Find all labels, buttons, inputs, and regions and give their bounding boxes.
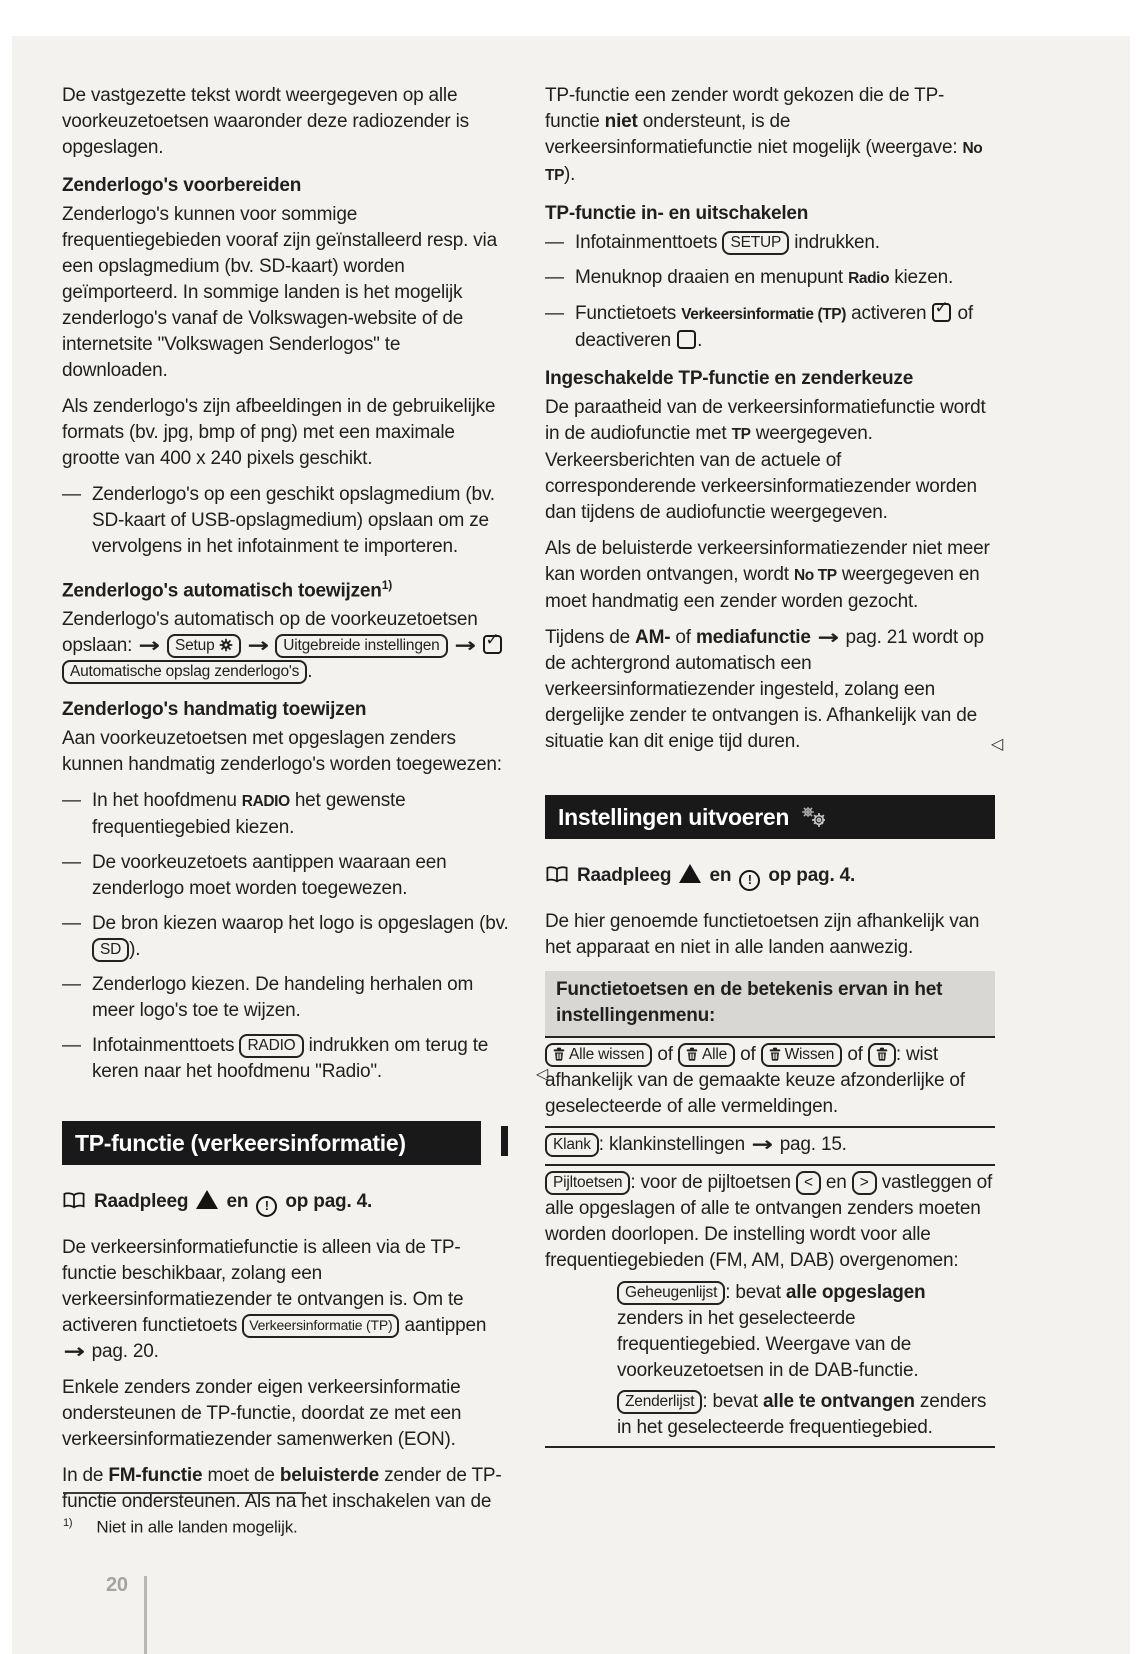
alert-circle-icon: ! — [739, 870, 760, 891]
key-button — [275, 634, 447, 658]
text-run: op pag. 4. — [763, 865, 856, 886]
text-run: Zenderlogo kiezen. De handeling herhalen om meer logo's toe te wijzen. — [92, 974, 474, 1022]
bullet-dash: — — [62, 852, 81, 874]
key-label: Zenderlijst — [625, 1393, 695, 1410]
check-glyph: ✓ — [934, 298, 949, 318]
right-column — [545, 83, 1003, 1448]
text-run: . — [307, 661, 313, 683]
bold-text: FM-functie — [108, 1465, 203, 1487]
page-margin-line — [144, 1576, 147, 1654]
text-run: De voorkeuzetoets aantippen waaraan een zenderlogo moet worden toegewezen. — [92, 852, 447, 900]
text-run: Functietoets — [575, 303, 682, 324]
device-display-label: Verkeersinformatie (TP) — [681, 306, 846, 323]
section-title: TP-functie (verkeersinformatie) — [75, 1130, 406, 1157]
text-run: kiezen. — [889, 267, 954, 288]
text-run — [448, 635, 453, 656]
heading-text: Zenderlogo's automatisch toewijzen — [62, 580, 382, 602]
bullet-dash: — — [545, 303, 564, 324]
bold-text: alle opgeslagen — [785, 1282, 926, 1303]
text-run: vastleggen of alle opgeslagen of alle te ontvangen zenders moeten worden doorlopen. De instelling wordt voor alle frequentiegebieden (FM, AM, DAB) overgenomen: — [545, 1172, 993, 1271]
book-icon — [62, 1191, 94, 1212]
bullet-dash: — — [62, 484, 81, 505]
arrow-icon: → — [817, 625, 839, 649]
function-key-row — [545, 1166, 995, 1280]
bullet-dash: — — [62, 790, 81, 812]
trash-icon — [553, 1047, 565, 1061]
arrow-icon: → — [454, 633, 476, 658]
text-run: De verkeersinformatiefunctie is alleen via de TP-functie beschikbaar, zolang een verkeersinformatiezender te ontvangen is. Om te activeren functietoets — [62, 1237, 464, 1337]
bullet-item — [62, 850, 510, 902]
divider-rule — [545, 1446, 995, 1448]
text-run: zenders in het geselecteerde frequentiegebied. Weergave van de voorkeuzetoetsen in de DAB-functie. — [617, 1308, 919, 1381]
bold-text: AM- — [635, 627, 671, 648]
paragraph — [62, 83, 510, 161]
key-button — [239, 1034, 303, 1058]
section-heading — [62, 173, 510, 199]
bullet-dash: — — [545, 232, 564, 253]
text-run: . — [697, 330, 703, 351]
text-run: Infotainmenttoets — [92, 1035, 240, 1057]
text-run: pag. 20. — [86, 1341, 159, 1363]
section-heading — [62, 697, 510, 723]
text-run: : klankinstellingen — [598, 1134, 751, 1155]
device-display-label: No TP — [545, 140, 983, 184]
footnote-ref: 1) — [381, 578, 392, 592]
heading-text: Zenderlogo's voorbereiden — [62, 175, 302, 196]
paragraph — [545, 83, 995, 189]
text-run: of — [735, 1044, 761, 1065]
paragraph — [62, 202, 510, 384]
key-label: SETUP — [730, 234, 782, 251]
text-run: : bevat — [702, 1391, 764, 1412]
book-icon — [62, 1191, 86, 1210]
bold-text: mediafunctie — [695, 627, 811, 648]
text-run: ondersteunt, is de verkeersinformatiefunctie niet mogelijk (weergave: — [545, 111, 963, 158]
bullet-dash: — — [62, 1035, 81, 1057]
checkbox-empty-icon — [677, 330, 696, 349]
text-run: moet de — [202, 1465, 280, 1487]
key-button — [92, 938, 129, 962]
text-run: TP-functie een zender wordt gekozen die de TP-functie — [545, 85, 945, 132]
text-run: : bevat — [725, 1282, 786, 1303]
trash-icon — [769, 1047, 781, 1061]
key-label: Geheugenlijst — [625, 1284, 718, 1301]
key-label: RADIO — [247, 1037, 296, 1055]
reference-note — [545, 863, 995, 891]
text-run: Infotainmenttoets — [575, 232, 723, 253]
paragraph — [545, 625, 1003, 755]
text-run: zender de TP-functie ondersteunen. Als na het inschakelen van de — [62, 1465, 502, 1513]
text-run: In de — [62, 1465, 109, 1487]
section-end-icon: ◁ — [990, 734, 1003, 753]
text-run: of — [652, 1044, 678, 1065]
text-run — [241, 635, 246, 656]
key-label: Wissen — [784, 1046, 835, 1063]
paragraph — [545, 909, 995, 961]
text-run: op pag. 4. — [280, 1191, 373, 1213]
key-button — [617, 1390, 702, 1414]
warning-triangle-icon — [196, 1190, 218, 1209]
text-run: Raadpleeg — [577, 865, 677, 886]
key-label: < — [803, 1174, 813, 1191]
paragraph — [62, 1463, 510, 1515]
paragraph — [62, 607, 510, 685]
key-button — [545, 1043, 652, 1067]
section-heading — [62, 572, 510, 604]
text-run: het gewenste frequentiegebied kiezen. — [92, 790, 406, 839]
key-label: Klank — [553, 1136, 591, 1153]
key-label: Alle — [701, 1046, 727, 1063]
text-run: De paraatheid van de verkeersinformatiefunctie wordt in de audiofunctie met — [545, 397, 986, 444]
text-run: Enkele zenders zonder eigen verkeersinformatie ondersteunen de TP-functie, doordat ze met een verkeersinformatiezender samenwerken (EON). — [62, 1377, 462, 1451]
info-box: Functietoetsen en de betekenis ervan in het instellingenmenu: — [545, 971, 995, 1036]
key-button — [167, 634, 241, 658]
device-display-label: RADIO — [241, 793, 290, 811]
text-run: weergegeven. Verkeersberichten van de actuele of corresponderende verkeersinformatiezender worden dan tijdens de audiofunctie weergegeven. — [545, 423, 977, 523]
text-run: Aan voorkeuzetoetsen met opgeslagen zenders kunnen handmatig zenderlogo's worden toegewezen: — [62, 728, 502, 776]
left-column — [62, 83, 548, 1525]
bullet-dash: — — [62, 974, 81, 996]
section-heading — [545, 201, 995, 227]
device-display-label: Radio — [848, 270, 890, 287]
function-key-row — [545, 1128, 995, 1164]
bullet-dash: — — [62, 913, 81, 935]
text-run: zenders in het geselecteerde frequentiegebied. — [617, 1391, 987, 1438]
bullet-item — [62, 911, 510, 963]
bullet-item — [62, 972, 510, 1024]
key-label: Verkeersinformatie (TP) — [249, 1317, 393, 1334]
bullet-item — [62, 482, 510, 560]
bullet-item — [545, 298, 995, 354]
text-run: en — [704, 865, 737, 886]
paragraph — [62, 1235, 510, 1365]
key-label: Pijltoetsen — [553, 1174, 623, 1191]
heading-text: TP-functie in- en uitschakelen — [545, 203, 809, 224]
key-label: Automatische opslag zenderlogo's — [70, 663, 300, 681]
arrow-icon: → — [63, 1339, 86, 1364]
text-run: ). — [564, 164, 576, 185]
function-key-row — [545, 1280, 995, 1389]
device-display-label: TP — [731, 426, 751, 443]
paragraph — [62, 1375, 510, 1453]
bullet-item — [62, 788, 510, 841]
text-run: en — [221, 1191, 254, 1213]
text-run: pag. 21 wordt op de achtergrond automatisch een verkeersinformatiezender ingesteld, zolang een dergelijke zender te ontvangen is. Afhankelijk van de situatie kan dit enige tijd duren. — [545, 627, 984, 752]
section-title-bar — [62, 1121, 481, 1165]
key-label: SD — [100, 941, 122, 959]
key-button — [852, 1171, 877, 1195]
warning-triangle-icon — [679, 864, 701, 883]
heading-text: Ingeschakelde TP-functie en zenderkeuze — [545, 368, 914, 389]
text-run — [477, 635, 482, 656]
section-title: Instellingen uitvoeren — [558, 804, 790, 830]
text-run — [811, 627, 816, 648]
key-button — [868, 1043, 896, 1067]
alert-circle-icon: ! — [256, 1196, 277, 1217]
key-button — [545, 1133, 599, 1157]
checkbox-checked-icon — [483, 630, 502, 654]
footnote-text: Niet in alle landen mogelijk. — [96, 1517, 298, 1537]
bullet-item — [62, 1033, 548, 1085]
trash-icon — [876, 1047, 888, 1061]
text-run: Raadpleeg — [94, 1191, 194, 1213]
checkbox-checked-icon — [932, 298, 951, 322]
section-end-icon: ◁ — [535, 1064, 548, 1084]
text-run: In het hoofdmenu — [92, 790, 242, 812]
key-button — [722, 231, 789, 255]
key-label: Alle wissen — [569, 1046, 645, 1063]
text-run: Als zenderlogo's zijn afbeeldingen in de gebruikelijke formats (bv. jpg, bmp of png) met een maximale grootte van 400 x 240 pixels geschikt. — [62, 396, 496, 469]
text-run: De bron kiezen waarop het logo is opgeslagen (bv. — [92, 913, 509, 935]
text-run: Menuknop draaien en menupunt — [575, 267, 849, 288]
key-button — [545, 1171, 630, 1195]
footnote-marker: 1) — [63, 1517, 73, 1529]
heading-text: Zenderlogo's handmatig toewijzen — [62, 699, 367, 721]
text-run: Zenderlogo's op een geschikt opslagmedium (bv. SD-kaart of USB-opslagmedium) opslaan om ze vervolgens in het infotainment te importeren. — [92, 484, 495, 557]
reference-note — [62, 1189, 510, 1217]
book-icon — [545, 865, 577, 886]
arrow-icon: → — [138, 633, 161, 658]
text-run: aantippen — [399, 1315, 487, 1337]
footnote — [63, 1510, 298, 1541]
text-run: : voor de pijltoetsen — [630, 1172, 796, 1193]
function-key-row — [545, 1038, 995, 1126]
bold-text: niet — [604, 111, 638, 132]
text-run: weergegeven en moet handmatig een zender worden gezocht. — [545, 564, 980, 612]
text-run: : wist afhankelijk van de gemaakte keuze afzonderlijke of geselecteerde of alle vermeldingen. — [545, 1044, 965, 1117]
page-number: 20 — [106, 1574, 128, 1596]
text-run: Zenderlogo's kunnen voor sommige frequentiegebieden vooraf zijn geïnstalleerd resp. via een opslagmedium (bv. SD-kaart) worden geïmporteerd. In sommige landen is het mogelijk zenderlogo's vanaf de Volkswagen-website of de internetsite "Volkswagen Senderlogos" te downloaden. — [62, 204, 497, 381]
trash-icon — [686, 1047, 698, 1061]
function-key-row — [545, 1389, 995, 1446]
text-run: Tijdens de — [545, 627, 636, 648]
key-button — [678, 1043, 735, 1067]
bold-text: beluisterde — [279, 1465, 379, 1487]
text-run: Als de beluisterde verkeersinformatiezender niet meer kan worden ontvangen, wordt — [545, 538, 990, 585]
footnote-rule — [63, 1492, 306, 1494]
text-run: activeren — [846, 303, 932, 324]
text-run: indrukken. — [789, 232, 880, 253]
text-run: of deactiveren — [575, 303, 973, 351]
key-label: Uitgebreide instellingen — [283, 637, 440, 655]
bold-text: alle te ontvangen — [763, 1391, 915, 1412]
paragraph — [545, 395, 995, 526]
text-run: of — [842, 1044, 868, 1065]
bullet-dash: — — [545, 267, 564, 288]
paragraph — [62, 726, 510, 778]
gears-icon — [801, 806, 828, 829]
check-glyph: ✓ — [485, 630, 500, 651]
section-heading — [545, 366, 995, 392]
device-display-label: No TP — [793, 567, 837, 584]
text-run: pag. 15. — [774, 1134, 847, 1155]
text-run: De hier genoemde functietoetsen zijn afhankelijk van het apparaat en niet in alle landen aanwezig. — [545, 911, 980, 958]
text-run: De vastgezette tekst wordt weergegeven op alle voorkeuzetoetsen waaronder deze radiozender is opgeslagen. — [62, 85, 469, 158]
text-run: of — [670, 627, 696, 648]
bullet-item — [545, 230, 995, 256]
text-run: en — [820, 1172, 852, 1193]
text-run: ). — [129, 939, 141, 961]
bullet-item — [545, 265, 995, 292]
key-button — [761, 1043, 843, 1067]
arrow-icon: → — [751, 1132, 774, 1156]
key-label: Setup — [174, 637, 215, 655]
section-title-bar — [545, 795, 995, 839]
key-button — [242, 1314, 399, 1338]
paragraph — [545, 536, 995, 615]
paragraph — [62, 394, 510, 472]
key-button — [796, 1171, 821, 1195]
arrow-icon: → — [247, 633, 269, 658]
book-icon — [545, 865, 569, 884]
gear-icon — [219, 638, 233, 652]
key-button — [62, 660, 307, 684]
key-label: > — [859, 1174, 869, 1191]
text-run: indrukken om terug te keren naar het hoofdmenu "Radio". — [92, 1035, 489, 1083]
text-run: Zenderlogo's automatisch op de voorkeuzetoetsen opslaan: — [62, 609, 478, 657]
key-button — [617, 1281, 725, 1305]
